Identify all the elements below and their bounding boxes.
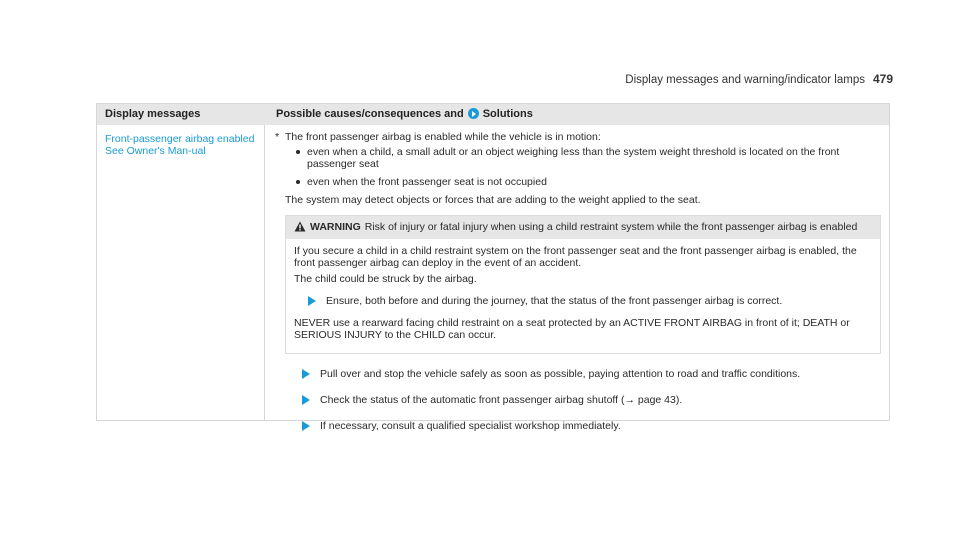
table-row bbox=[97, 125, 889, 432]
solution-text: Pull over and stop the vehicle safely as soon as possible, paying attention to road and traffic conditions. bbox=[320, 368, 801, 380]
message-cell bbox=[97, 125, 265, 421]
display-messages-table bbox=[96, 103, 890, 432]
warning-para: The child could be struck by the airbag. bbox=[294, 273, 477, 285]
cause-item: even when a child, a small adult or an object weighing less than the system weight threshold is located on the front passenger seat bbox=[295, 146, 881, 170]
page-header bbox=[625, 72, 893, 86]
solution-arrow-icon bbox=[468, 108, 479, 119]
warning-box bbox=[285, 215, 881, 354]
step-arrow-icon bbox=[302, 421, 310, 431]
col-header-suffix: Solutions bbox=[482, 108, 533, 120]
solution-text: If necessary, consult a qualified specialist workshop immediately. bbox=[320, 420, 621, 432]
system-note: The system may detect objects or forces that are adding to the weight applied to the seat. bbox=[285, 194, 701, 206]
warning-headline: Risk of injury or fatal injury when using a child restraint system while the front passenger airbag is enabled bbox=[364, 221, 858, 233]
table-header-row bbox=[97, 104, 889, 125]
causes-cell bbox=[265, 125, 889, 432]
warning-para: NEVER use a rearward facing child restraint on a seat protected by an ACTIVE FRONT AIRBAG in front of it; DEATH or SERIOUS INJURY to the CHILD can occur. bbox=[294, 317, 850, 341]
display-message-text: Front-passenger airbag enabled See Owner's Man-ual bbox=[105, 133, 255, 157]
intro-text: The front passenger airbag is enabled while the vehicle is in motion: bbox=[285, 131, 601, 143]
warning-headline-block bbox=[310, 221, 872, 235]
solution-step bbox=[285, 368, 881, 380]
warning-triangle-icon bbox=[294, 221, 310, 235]
warning-step-text: Ensure, both before and during the journey, that the status of the front passenger airbag is correct. bbox=[326, 295, 783, 307]
solution-step bbox=[285, 420, 881, 432]
page-number: 479 bbox=[872, 72, 893, 86]
section-title: Display messages and warning/indicator lamps bbox=[625, 74, 865, 86]
step-arrow-icon bbox=[302, 395, 310, 405]
warning-step bbox=[294, 295, 872, 307]
warning-body bbox=[286, 239, 880, 353]
warning-header bbox=[286, 216, 880, 239]
col-header-prefix: Possible causes/consequences and bbox=[276, 108, 464, 120]
solution-step bbox=[285, 394, 881, 406]
intro-line bbox=[275, 131, 881, 143]
col-header-causes-solutions bbox=[267, 104, 889, 125]
causes-list bbox=[275, 146, 881, 188]
warning-para: If you secure a child in a child restraint system on the front passenger seat and the front passenger airbag is enabled, the front passenger airbag can deploy in the event of an accident. bbox=[294, 245, 857, 269]
warning-title: WARNING bbox=[310, 221, 361, 233]
solution-text: Check the status of the automatic front passenger airbag shutoff (→ page 43). bbox=[320, 394, 683, 406]
step-arrow-icon bbox=[308, 296, 316, 306]
col-header-display-messages: Display messages bbox=[105, 108, 201, 120]
asterisk-marker: * bbox=[275, 131, 280, 143]
cause-item: even when the front passenger seat is not occupied bbox=[295, 176, 881, 188]
step-arrow-icon bbox=[302, 369, 310, 379]
